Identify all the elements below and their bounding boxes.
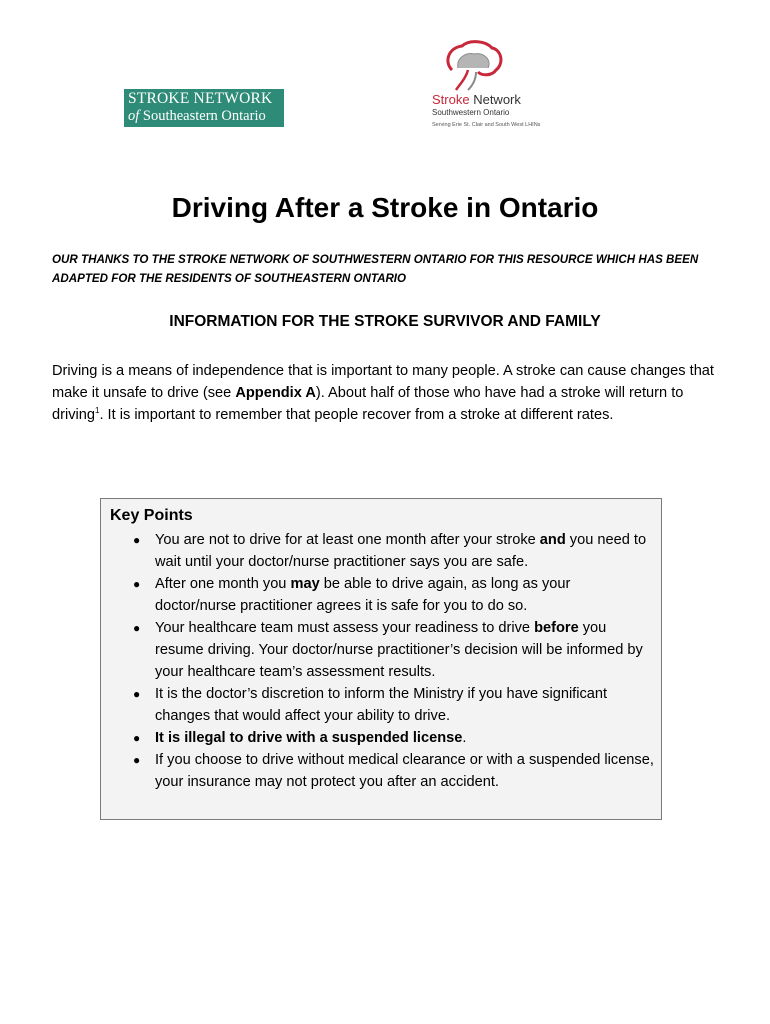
logo-left-line1: STROKE NETWORK [128,90,273,107]
bullet-icon: ● [133,533,141,547]
key-point-text: you need to wait until your doctor/nurse practitioner says you are safe. [155,532,647,570]
acknowledgement-text: OUR THANKS TO THE STROKE NETWORK OF SOUTHWESTERN ONTARIO FOR THIS RESOURCE WHICH HAS BEEN ADAPTED FOR THE RESIDENTS OF SOUTHEASTERN ONTARIO [52,253,699,285]
key-point-emphasis: before [534,620,579,636]
intro-part3: . It is important to remember that people recover from a stroke at different rates. [99,407,614,423]
key-point-text: be able to drive again, as long as your doctor/nurse practitioner agrees it is safe for you to do so. [155,576,571,614]
logo-left-line2 [128,108,280,125]
stroke-network-southwestern-logo [430,40,560,140]
list-item [101,529,661,573]
key-points-list [101,529,661,793]
bullet-icon: ● [133,731,141,745]
stroke-network-southeastern-logo [124,89,284,127]
list-item [101,749,661,793]
intro-paragraph [52,360,720,426]
list-item [101,727,661,749]
key-point-emphasis: It is illegal to drive with a suspended license [155,730,463,746]
key-point-text: . [462,730,467,746]
key-point-text: Your healthcare team must assess your readiness to drive [155,620,535,636]
document-title: Driving After a Stroke in Ontario [171,192,599,223]
bullet-icon: ● [133,621,141,635]
logo-right-name [432,92,521,107]
key-points-title: Key Points [110,507,193,524]
logo-left-of: of [128,108,140,124]
key-point-text: After one month you [155,576,291,592]
logo-right-stroke: Stroke [432,92,470,107]
logo-right-network: Network [473,92,521,107]
bullet-icon: ● [133,753,141,767]
list-item [101,617,661,683]
key-point-emphasis: may [290,576,320,592]
footnote-marker: 1 [95,406,100,416]
list-item [101,573,661,617]
logo-right-serving: Serving Erie St. Clair and South West LHINs [432,122,541,128]
key-point-emphasis: and [539,532,566,548]
bullet-icon: ● [133,577,141,591]
key-point-text: It is the doctor’s discretion to inform the Ministry if you have significant changes that would affect your ability to drive. [155,686,608,724]
key-point-text: you resume driving. Your doctor/nurse practitioner’s decision will be informed by your healthcare team’s assessment results. [155,620,643,680]
bullet-icon: ● [133,687,141,701]
appendix-reference: Appendix A [235,385,316,401]
brain-icon [438,40,508,92]
key-points-box [100,498,662,820]
key-point-text: You are not to drive for at least one month after your stroke [155,532,540,548]
logo-left-region: Southeastern Ontario [142,108,266,124]
section-heading: INFORMATION FOR THE STROKE SURVIVOR AND FAMILY [169,313,601,330]
intro-part2: ). About half of those who have had a stroke will return to driving [52,385,684,423]
intro-part1: Driving is a means of independence that is important to many people. A stroke can cause changes that make it unsafe to drive (see [52,363,714,401]
logo-right-region: Southwestern Ontario [432,108,510,117]
key-point-text: If you choose to drive without medical clearance or with a suspended license, your insurance may not protect you after an accident. [155,752,654,790]
list-item [101,683,661,727]
